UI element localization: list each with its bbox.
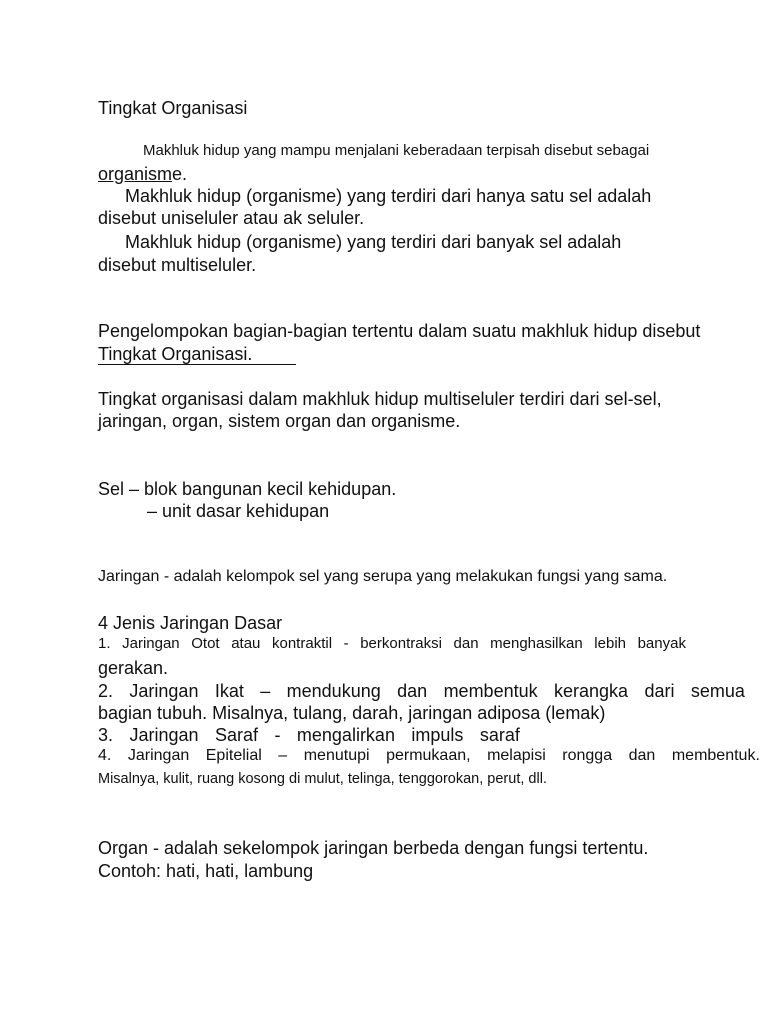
tissue-definition: Jaringan - adalah kelompok sel yang serupa yang melakukan fungsi yang sama. <box>98 568 668 585</box>
word: Jaringan <box>129 725 199 745</box>
word: Jaringan <box>127 747 190 764</box>
tissue-item-2-line-2: bagian tubuh. Misalnya, tulang, darah, jaringan adiposa (lemak) <box>98 703 606 723</box>
unicellular-line-1: Makhluk hidup (organisme) yang terdiri dari hanya satu sel adalah <box>125 186 652 206</box>
word: banyak <box>637 635 686 652</box>
intro-line-1: Makhluk hidup yang mampu menjalani keberadaan terpisah disebut sebagai <box>143 142 650 159</box>
word: menutupi <box>303 747 370 764</box>
word: saraf <box>479 725 520 745</box>
word: permukaan, <box>386 747 471 764</box>
word: - <box>343 635 349 652</box>
word: mendukung <box>286 681 381 701</box>
word: Otot <box>191 635 220 652</box>
multicellular-line-1: Makhluk hidup (organisme) yang terdiri dari banyak sel adalah <box>125 232 622 252</box>
tissue-types-heading: 4 Jenis Jaringan Dasar <box>98 613 283 633</box>
word: dan <box>397 681 428 701</box>
word: dan <box>628 747 656 764</box>
organism-suffix: e. <box>172 164 188 184</box>
grouping-line-2: Tingkat Organisasi. <box>98 345 296 365</box>
word: dari <box>644 681 675 701</box>
intro-line-2 <box>98 165 187 183</box>
word: - <box>274 725 281 745</box>
word: Epitelial <box>205 747 262 764</box>
word: menghasilkan <box>490 635 583 652</box>
word: – <box>278 747 288 764</box>
tissue-item-4-line-1 <box>98 748 760 764</box>
word: Ikat <box>214 681 244 701</box>
cell-line-2: – unit dasar kehidupan <box>147 501 330 521</box>
word: – <box>260 681 271 701</box>
word: membentuk <box>443 681 538 701</box>
word: Jaringan <box>122 635 180 652</box>
organ-line-1: Organ - adalah sekelompok jaringan berbeda dengan fungsi tertentu. <box>98 838 649 858</box>
word: 2. <box>98 681 114 701</box>
tissue-item-1-line-2: gerakan. <box>98 658 169 678</box>
word: Jaringan <box>129 681 199 701</box>
organism-underlined: organism <box>98 164 173 184</box>
word: membentuk. <box>671 747 760 764</box>
word: melapisi <box>487 747 546 764</box>
word: berkontraksi <box>360 635 442 652</box>
word: dan <box>453 635 479 652</box>
tissue-item-3-line-1 <box>98 726 520 744</box>
word: kontraktil <box>272 635 333 652</box>
word: kerangka <box>554 681 629 701</box>
tissue-item-1-line-1 <box>98 636 686 651</box>
word: lebih <box>594 635 626 652</box>
levels-line-1: Tingkat organisasi dalam makhluk hidup multiseluler terdiri dari sel-sel, <box>98 389 662 409</box>
grouping-line-1: Pengelompokan bagian-bagian tertentu dalam suatu makhluk hidup disebut <box>98 321 701 341</box>
tissue-item-2-line-1 <box>98 682 745 700</box>
word: 1. <box>98 635 111 652</box>
word: 3. <box>98 725 114 745</box>
cell-line-1: Sel – blok bangunan kecil kehidupan. <box>98 479 397 499</box>
word: Saraf <box>214 725 258 745</box>
levels-line-2: jaringan, organ, sistem organ dan organisme. <box>98 411 461 431</box>
unicellular-line-2: disebut uniseluler atau ak seluler. <box>98 208 365 228</box>
word: 4. <box>98 747 112 764</box>
word: semua <box>690 681 745 701</box>
word: atau <box>231 635 261 652</box>
word: rongga <box>562 747 613 764</box>
tissue-item-4-line-2: Misalnya, kulit, ruang kosong di mulut, telinga, tenggorokan, perut, dll. <box>98 771 547 787</box>
multicellular-line-2: disebut multiseluler. <box>98 255 257 275</box>
word: mengalirkan <box>296 725 395 745</box>
word: impuls <box>411 725 464 745</box>
page-title: Tingkat Organisasi <box>98 98 248 118</box>
organ-line-2: Contoh: hati, hati, lambung <box>98 861 314 881</box>
